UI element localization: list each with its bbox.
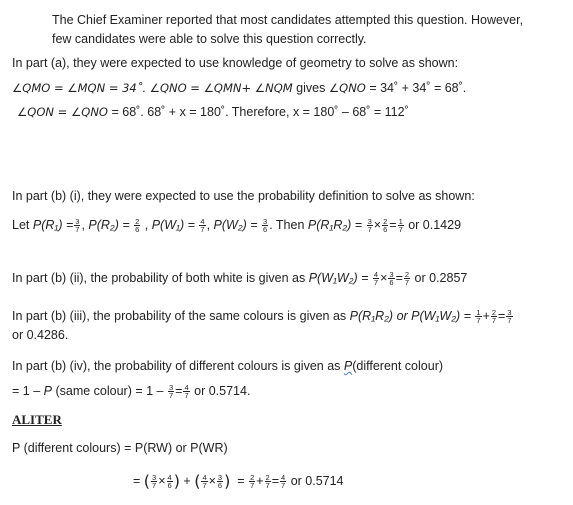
then-text: Then <box>275 218 305 232</box>
numerator: 4 <box>202 473 207 483</box>
p-r1r2: P(R₁R₂) = <box>307 218 363 232</box>
p-marker: P <box>343 359 353 373</box>
fraction <box>167 474 173 489</box>
p-w2: P(W₂) = <box>213 218 258 232</box>
fraction <box>249 474 255 489</box>
denominator: 7 <box>169 391 174 401</box>
fraction <box>398 218 404 233</box>
fraction <box>183 384 189 399</box>
one-minus: = 1 – <box>12 384 41 398</box>
fraction <box>491 309 497 324</box>
aliter-line-1: P (different colours) = P(RW) or P(WR) <box>12 441 228 455</box>
part-a-eq3: ∠QNO <box>328 81 366 95</box>
fraction <box>134 218 140 233</box>
part-b-ii-text: In part (b) (ii), the probability of both white is given as <box>12 271 306 285</box>
numerator: 3 <box>263 217 268 227</box>
numerator: 1 <box>476 308 481 318</box>
part-b-iv-line-1 <box>12 358 443 374</box>
numerator: 2 <box>250 473 255 483</box>
part-b-iv-text: In part (b) (iv), the probability of different colours is given as <box>12 359 341 373</box>
part-b-ii-line: In part (b) (ii), the probability of both white is given as P(W₁W₂) = $\frac{4}{7}$ × $\frac{3}{6}$ = $\frac{2}{7}$ or 0.2857 <box>12 270 468 288</box>
numerator: 2 <box>404 270 410 280</box>
fraction <box>506 309 512 324</box>
fraction <box>151 474 157 489</box>
numerator: 1 <box>398 217 403 227</box>
aliter-line-2: = ( $\frac{3}{7}$ × $\frac{4}{6}$ ) + ( $\frac{4}{7}$ × $\frac{3}{6}$ ) = $\frac{2}{7}$ + $\frac{2}{7}$ = $\frac{4}{7}$ or 0.5714 <box>133 471 344 491</box>
part-b-iii-text: In part (b) (iii), the probability of the same colours is given as <box>12 309 347 323</box>
fraction <box>199 218 205 233</box>
denominator: 7 <box>184 391 189 401</box>
p-w1: P(W₁) = <box>151 218 195 232</box>
numerator: 3 <box>169 383 174 393</box>
denominator: 7 <box>491 316 497 326</box>
intro-line-2: few candidates were able to solve this question correctly. <box>52 32 367 46</box>
p-r1: P(R₁) = <box>32 218 74 232</box>
fraction <box>367 218 373 233</box>
part-b-i-intro: In part (b) (i), they were expected to use the probability definition to solve as shown: <box>12 189 475 203</box>
numerator: 3 <box>152 473 157 483</box>
part-b-iii-line-2: or 0.4286. <box>12 328 69 342</box>
p-marker-2: P <box>43 384 52 398</box>
denominator: 7 <box>404 278 410 288</box>
numerator: 4 <box>167 473 172 483</box>
numerator: 3 <box>75 217 80 227</box>
fraction <box>373 271 379 286</box>
denominator: 6 <box>217 481 223 491</box>
denominator: 7 <box>476 316 481 326</box>
denominator: 6 <box>263 225 268 235</box>
denominator: 7 <box>373 278 379 288</box>
numerator: 2 <box>491 308 497 318</box>
open-paren: ( <box>143 471 151 491</box>
denominator: 6 <box>167 481 172 491</box>
close-paren: ) <box>173 471 180 491</box>
aliter-heading: ALITER <box>12 412 62 427</box>
fraction <box>280 474 286 489</box>
denominator: 7 <box>507 316 512 326</box>
part-a-eq3-value: = 34˚ + 34˚ = 68˚. <box>369 81 467 95</box>
close-paren: ) <box>224 471 231 491</box>
open-paren: ( <box>194 471 201 491</box>
fraction <box>388 271 394 286</box>
intro-line-1: The Chief Examiner reported that most candidates attempted this question. However, <box>52 13 524 27</box>
denominator: 7 <box>202 481 207 491</box>
part-a-gives: gives <box>296 81 326 95</box>
denominator: 7 <box>265 481 270 491</box>
numerator: 2 <box>265 473 270 483</box>
fraction <box>168 384 174 399</box>
p-w1w2: P(W₁W₂) = <box>308 271 369 285</box>
fraction <box>217 474 223 489</box>
numerator: 2 <box>135 217 140 227</box>
numerator: 4 <box>184 383 189 393</box>
denominator: 7 <box>250 481 255 491</box>
same-colour-text: (same colour) = 1 – <box>55 384 164 398</box>
part-a-equation-line-2 <box>17 104 409 120</box>
numerator: 3 <box>507 308 512 318</box>
denominator: 7 <box>75 225 80 235</box>
decimal-value: or 0.5714 <box>290 474 344 488</box>
denominator: 6 <box>135 225 140 235</box>
part-b-iii-line-1: In part (b) (iii), the probability of the same colours is given as P(R₁R₂) or P(W₁W₂) = $\frac{1}{7}$ + $\frac{2}{7}$ = $\frac{3}{7}$ <box>12 308 512 326</box>
denominator: 7 <box>200 225 205 235</box>
same-colour-expression: P(R₁R₂) or P(W₁W₂) = <box>349 309 471 323</box>
part-a-eq2: ∠QNO = ∠QMN+ ∠NQM <box>149 81 293 95</box>
denominator: 7 <box>152 481 157 491</box>
numerator: 4 <box>373 270 379 280</box>
fraction <box>201 474 207 489</box>
fraction <box>74 218 80 233</box>
denominator: 7 <box>367 225 372 235</box>
numerator: 4 <box>281 473 286 483</box>
numerator: 2 <box>383 217 388 227</box>
numerator: 4 <box>200 217 205 227</box>
part-a-equation-line-1 <box>12 80 466 96</box>
fraction <box>262 218 268 233</box>
fraction <box>265 474 271 489</box>
denominator: 7 <box>281 481 286 491</box>
part-b-i-equation: Let P(R₁) = $\frac{3}{7}$ , P(R₂) = $\frac{2}{6}$ , P(W₁) = $\frac{4}{7}$ , P(W₂) = $\frac{3}{6}$ . Then P(R₁R₂) = $\frac{3}{7}$ × $\frac{2}{6}$ = $\frac{1}{7}$ or 0.1429 <box>12 217 462 235</box>
part-a-eq1: ∠QMO = ∠MQN = 34˚. <box>12 81 147 95</box>
numerator: 3 <box>217 473 223 483</box>
fraction <box>475 309 481 324</box>
fraction <box>382 218 388 233</box>
p-r2: P(R₂) = <box>88 218 130 232</box>
part-b-iv-text-end: (different colour) <box>352 359 444 373</box>
part-b-iv-line-2: = 1 – P (same colour) = 1 – $\frac{3}{7}$ = $\frac{4}{7}$ or 0.5714. <box>12 383 251 401</box>
decimal-value: or 0.1429 <box>408 218 462 232</box>
numerator: 3 <box>389 270 394 280</box>
part-a-intro: In part (a), they were expected to use knowledge of geometry to solve as shown: <box>12 56 459 70</box>
part-a-eq4-value: = 68˚. 68˚ + x = 180˚. Therefore, x = 180˚ – 68˚ = 112˚ <box>111 105 409 119</box>
numerator: 3 <box>367 217 372 227</box>
decimal-value: or 0.2857 <box>414 271 468 285</box>
denominator: 6 <box>383 225 388 235</box>
denominator: 6 <box>389 278 394 288</box>
decimal-value: or 0.5714. <box>194 384 251 398</box>
fraction <box>404 271 410 286</box>
let-text: Let <box>12 218 30 232</box>
part-a-eq4: ∠QON = ∠QNO <box>17 105 108 119</box>
denominator: 7 <box>398 225 403 235</box>
